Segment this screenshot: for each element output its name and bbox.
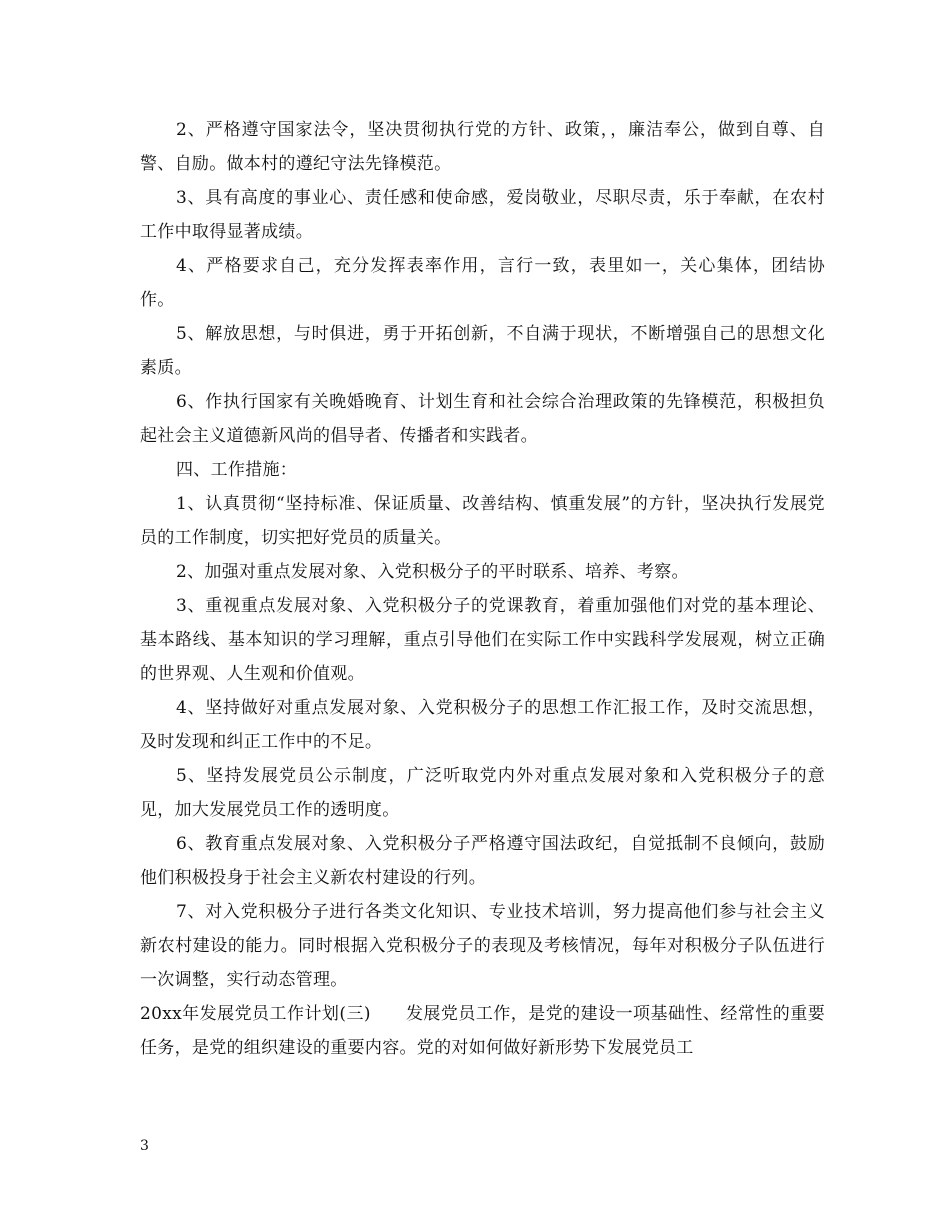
paragraph: 4、严格要求自己，充分发挥表率作用，言行一致，表里如一，关心集体，团结协作。 bbox=[140, 256, 825, 310]
section-heading: 四、工作措施： bbox=[176, 460, 298, 480]
paragraph: 6、教育重点发展对象、入党积极分子严格遵守国法政纪，自觉抵制不良倾向，鼓励他们积极投身于社会主义新农村建设的行列。 bbox=[140, 834, 825, 888]
document-body bbox=[140, 113, 825, 1065]
paragraph: 6、作执行国家有关晚婚晚育、计划生育和社会综合治理政策的先锋模范，积极担负起社会主义道德新风尚的倡导者、传播者和实践者。 bbox=[140, 392, 825, 446]
paragraph: 1、认真贯彻“坚持标准、保证质量、改善结构、慎重发展”的方针，坚决执行发展党员的工作制度，切实把好党员的质量关。 bbox=[140, 494, 825, 548]
paragraph: 5、解放思想，与时俱进，勇于开拓创新，不自满于现状，不断增强自己的思想文化素质。 bbox=[140, 324, 825, 378]
paragraph: 7、对入党积极分子进行各类文化知识、专业技术培训，努力提高他们参与社会主义新农村建设的能力。同时根据入党积极分子的表现及考核情况，每年对积极分子队伍进行一次调整，实行动态管理。 bbox=[140, 902, 825, 990]
paragraph: 3、具有高度的事业心、责任感和使命感，爱岗敬业，尽职尽责，乐于奉献，在农村工作中取得显著成绩。 bbox=[140, 188, 825, 242]
paragraph-plan-heading: 20xx年发展党员工作计划(三) 发展党员工作，是党的建设一项基础性、经常性的重要任务，是党的组织建设的重要内容。党的对如何做好新形势下发展党员工 bbox=[140, 1004, 825, 1058]
paragraph: 2、严格遵守国家法令，坚决贯彻执行党的方针、政策，，廉洁奉公，做到自尊、自警、自励。做本村的遵纪守法先锋模范。 bbox=[140, 120, 825, 174]
paragraph: 2、加强对重点发展对象、入党积极分子的平时联系、培养、考察。 bbox=[176, 562, 689, 582]
paragraph: 5、坚持发展党员公示制度，广泛听取党内外对重点发展对象和入党积极分子的意见，加大发展党员工作的透明度。 bbox=[140, 766, 825, 820]
page-number: 3 bbox=[140, 1138, 149, 1154]
paragraph: 3、重视重点发展对象、入党积极分子的党课教育，着重加强他们对党的基本理论、基本路线、基本知识的学习理解，重点引导他们在实际工作中实践科学发展观，树立正确的世界观、人生观和价值观。 bbox=[140, 596, 825, 684]
paragraph: 4、坚持做好对重点发展对象、入党积极分子的思想工作汇报工作，及时交流思想，及时发现和纠正工作中的不足。 bbox=[140, 698, 825, 752]
